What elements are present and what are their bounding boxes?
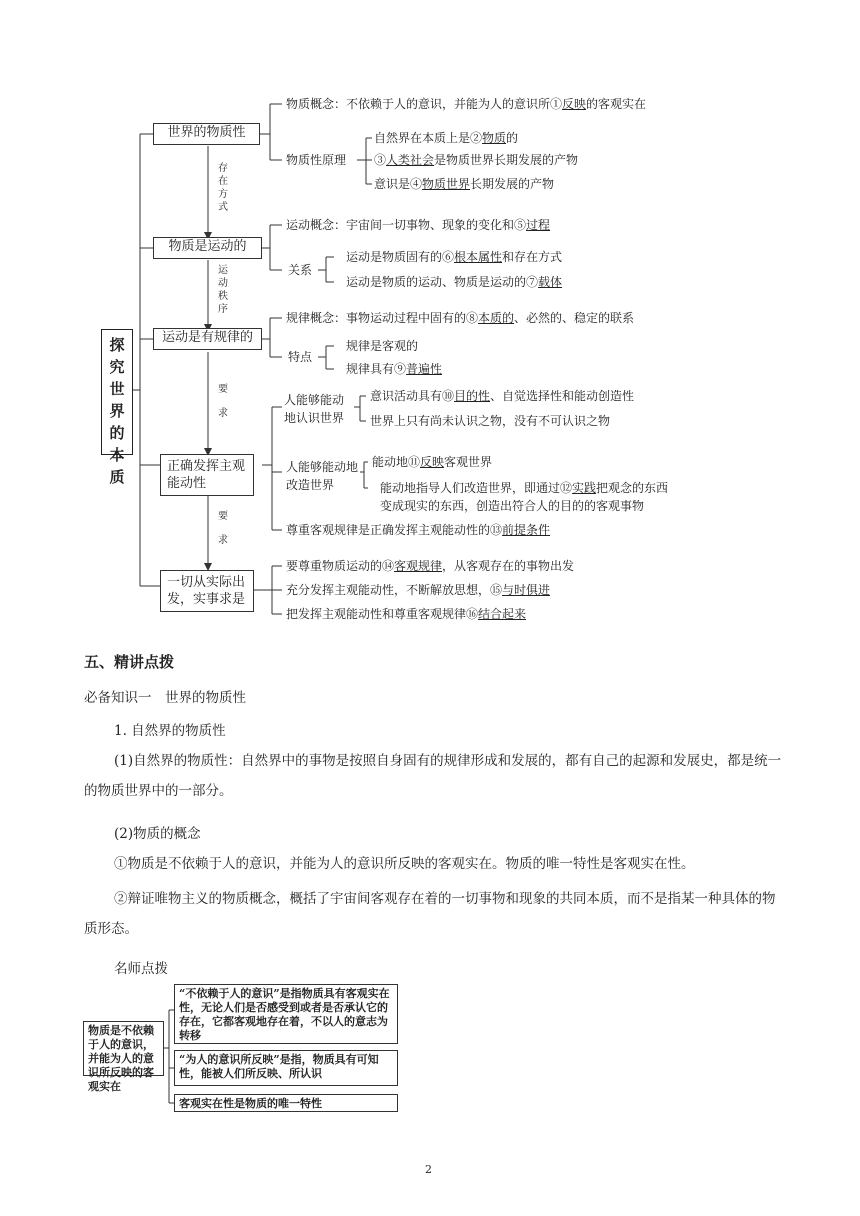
n3-concept: 规律概念：事物运动过程中固有的⑧本质的、必然的、稳定的联系: [286, 311, 635, 325]
n4-a2: 世界上只有尚未认识之物，没有不可认识之物: [370, 414, 611, 428]
n5-e3: 把发挥主观能动性和尊重客观规律⑯结合起来: [286, 607, 527, 621]
tip-left-box: 物质是不依赖于人的意识，并能为人的意识所反映的客观实在: [83, 1021, 164, 1076]
n3-f2: 规律具有⑨普遍性: [346, 362, 443, 376]
n4-b2a: 能动地指导人们改造世界，即通过⑫实践把观念的东西: [380, 481, 669, 495]
n1-concept: 物质概念：不依赖于人的意识，并能为人的意识所①反映的客观实在: [286, 97, 647, 111]
node-matter-motion: [153, 237, 262, 259]
tip-title: 名师点拨: [114, 961, 168, 977]
knowledge-title: 必备知识一 世界的物质性: [84, 690, 246, 706]
subheading-1: 1. 自然界的物质性: [114, 723, 226, 739]
node-world-materiality: [153, 123, 260, 145]
node-seek-truth: [160, 570, 254, 612]
n3-feat-label: 特点: [288, 350, 313, 364]
n4-a-label: 人能够能动地认识世界: [284, 393, 345, 425]
node-label: 物质是运动的: [168, 239, 247, 254]
link-existence-mode: 存在方式: [218, 163, 228, 213]
n1-p1: 自然界在本质上是②物质的: [374, 131, 519, 145]
paragraph-3: ②辩证唯物主义的物质概念，概括了宇宙间客观存在着的一切事物和现象的共同本质，而不是指某一种具体的物质形态。: [84, 891, 776, 937]
link-motion-order: 运动秩序: [218, 265, 228, 315]
node-label: 运动是有规律的: [161, 330, 253, 345]
n4-b1: 能动地⑪反映客观世界: [372, 455, 493, 469]
n4-b2b: 变成现实的东西，创造出符合人的目的的客观事物: [380, 499, 645, 513]
node-label: 正确发挥主观能动性: [167, 459, 246, 491]
page-number: 2: [425, 1163, 432, 1176]
n2-concept: 运动概念：宇宙间一切事物、现象的变化和⑤过程: [286, 218, 551, 232]
n5-e1: 要尊重物质运动的⑭客观规律，从客观存在的事物出发: [286, 559, 575, 573]
n4-a1: 意识活动具有⑩目的性、自觉选择性和能动创造性: [370, 389, 635, 403]
mindmap-root: [101, 329, 133, 486]
n2-r1: 运动是物质固有的⑥根本属性和存在方式: [346, 250, 563, 264]
paragraph-2: ①物质是不依赖于人的意识，并能为人的意识所反映的客观实在。物质的唯一特性是客观实在性。: [114, 856, 695, 872]
tip-box-2: “为人的意识所反映”是指，物质具有可知性，能被人们所反映、所认识: [174, 1050, 398, 1086]
section-title: 五、精讲点拨: [84, 653, 175, 671]
node-motion-law: [153, 328, 262, 350]
paragraph-1: (1)自然界的物质性：自然界中的事物是按照自身固有的规律形成和发展的，都有自己的起源和发展史，都是统一的物质世界中的一部分。: [84, 753, 782, 799]
n1-p3: 意识是④物质世界长期发展的产物: [374, 177, 555, 191]
n3-f1: 规律是客观的: [346, 339, 419, 353]
n5-e2: 充分发挥主观能动性，不断解放思想，⑮与时俱进: [286, 583, 551, 597]
tip-box-1: “不依赖于人的意识”是指物质具有客观实在性，无论人们是否感受到或者是否承认它的存在，它都客观地存在着，不以人的意志为转移: [174, 984, 398, 1044]
n2-rel-label: 关系: [288, 263, 313, 277]
node-label: 世界的物质性: [167, 125, 246, 140]
n4-c: 尊重客观规律是正确发挥主观能动性的⑬前提条件: [286, 523, 551, 537]
n1-principle-label: 物质性原理: [286, 153, 347, 167]
link-requirement-1: 要求: [218, 384, 228, 419]
node-subjective-initiative: [160, 454, 254, 496]
n4-b-label: 人能够能动地改造世界: [286, 460, 359, 492]
n1-p2: ③人类社会是物质世界长期发展的产物: [374, 153, 579, 167]
root-label: 探究世界的本质: [109, 336, 125, 486]
tip-box-3: 客观实在性是物质的唯一特性: [174, 1094, 398, 1112]
n2-r2: 运动是物质的运动、物质是运动的⑦载体: [346, 275, 563, 289]
node-label: 一切从实际出发，实事求是: [167, 575, 246, 607]
subheading-2: (2)物质的概念: [114, 826, 201, 842]
link-requirement-2: 要求: [218, 511, 228, 546]
